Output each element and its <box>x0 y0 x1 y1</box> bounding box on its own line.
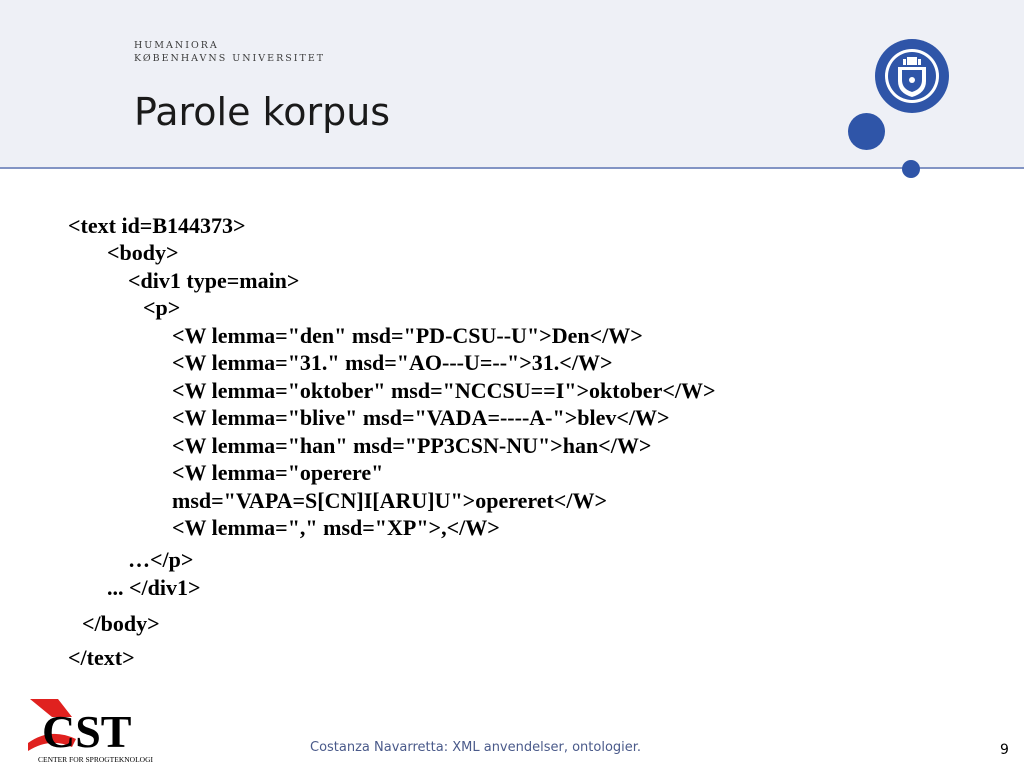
university-seal-icon <box>873 37 951 115</box>
xml-line: <W lemma="han" msd="PP3CSN-NU">han</W> <box>172 433 652 458</box>
faculty-name <box>134 39 325 65</box>
xml-line: msd="VAPA=S[CN]I[ARU]U">opereret</W> <box>172 488 607 513</box>
xml-line: <W lemma="operere" <box>172 460 384 485</box>
cst-logo <box>28 697 168 765</box>
page-number: 9 <box>1000 742 1009 758</box>
footer-presenter: Costanza Navarretta: XML anvendelser, ontologier. <box>310 740 642 755</box>
slide-title: Parole korpus <box>134 90 391 134</box>
header-divider <box>0 167 1024 169</box>
xml-line: <W lemma="oktober" msd="NCCSU==I">oktober</W> <box>172 378 716 403</box>
decorative-dot-large <box>848 113 885 150</box>
xml-line: </text> <box>68 645 135 670</box>
xml-line: </body> <box>82 611 160 636</box>
xml-line: <W lemma="blive" msd="VADA=----A-">blev</W> <box>172 405 670 430</box>
cst-logo-text: CST <box>42 706 132 757</box>
xml-line: …</p> <box>128 547 194 572</box>
decorative-dot-small <box>902 160 920 178</box>
faculty-line-2: KØBENHAVNS UNIVERSITET <box>134 53 326 64</box>
xml-line: <body> <box>107 240 179 265</box>
xml-line: <W lemma="den" msd="PD-CSU--U">Den</W> <box>172 323 643 348</box>
xml-line: <W lemma="31." msd="AO---U=--">31.</W> <box>172 350 613 375</box>
xml-line: <p> <box>143 295 181 320</box>
faculty-line-1: HUMANIORA <box>134 40 219 51</box>
xml-line: <div1 type=main> <box>128 268 300 293</box>
xml-line: <W lemma="," msd="XP">,</W> <box>172 515 500 540</box>
cst-logo-subtext: CENTER FOR SPROGTEKNOLOGI <box>38 755 154 764</box>
xml-line: <text id=B144373> <box>68 213 246 238</box>
xml-line: ... </div1> <box>107 575 201 600</box>
